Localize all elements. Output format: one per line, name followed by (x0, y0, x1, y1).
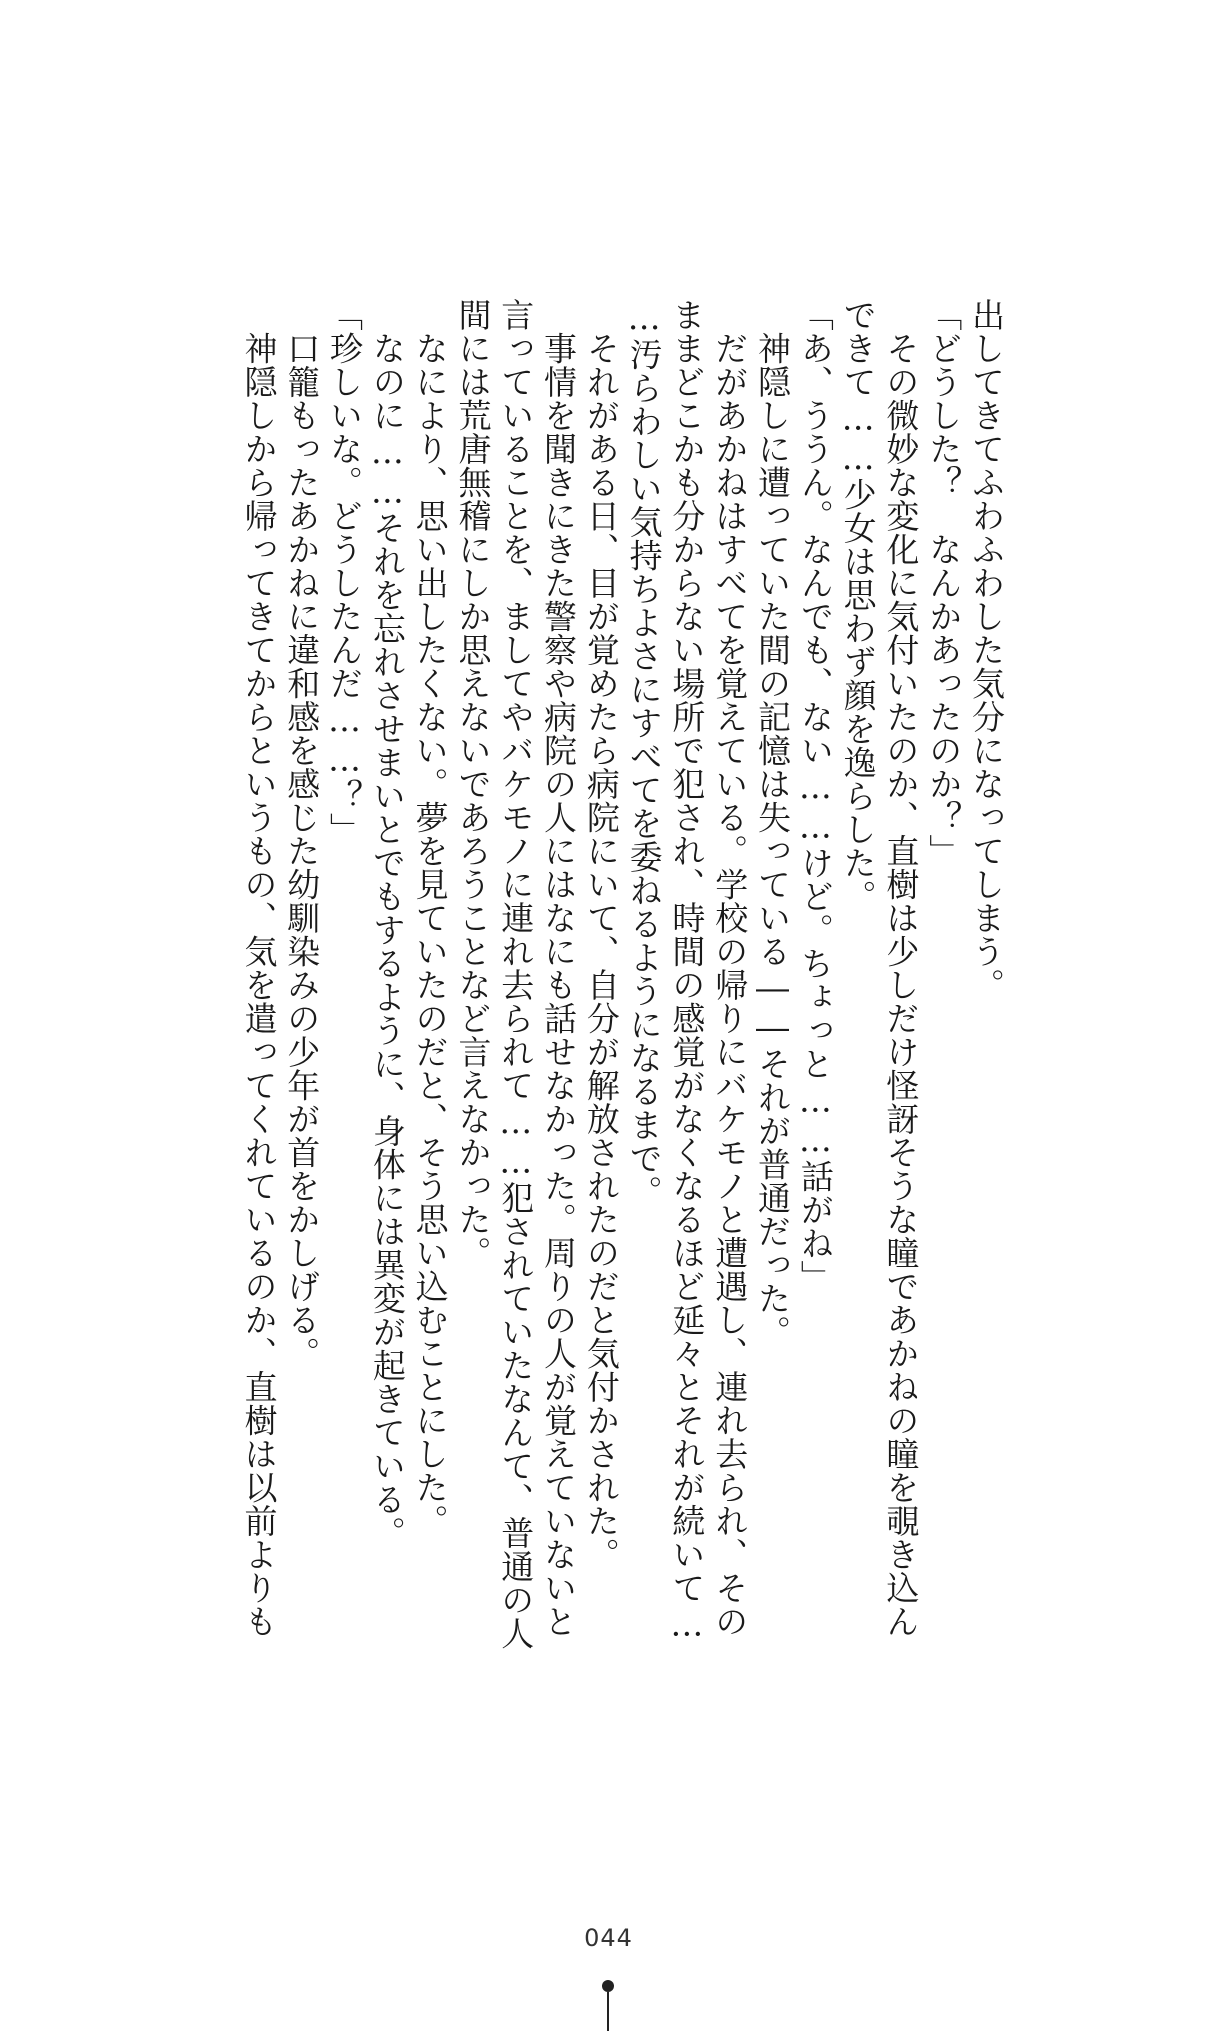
text-line: 神隠しに遭っていた間の記憶は失っている――それが普通だった。 (753, 298, 793, 1349)
marker-stem (607, 1992, 609, 2031)
vertical-text-body (199, 298, 1007, 1658)
text-line: 間には荒唐無稽にしか思えないであろうことなど言えなかった。 (453, 298, 493, 1270)
text-line: なのに……それを忘れさせまいとでもするように、身体には異変が起きている。 (367, 298, 407, 1550)
text-line: 言っていることを、ましてやバケモノに連れ去られて……犯されていたなんて、普通の人 (496, 298, 536, 1650)
text-line: 「あ、ううん。なんでも、ない……けど。ちょっと……話がね」 (795, 298, 835, 1294)
text-line: 神隠しから帰ってきてからというもの、気を遣ってくれているのか、直樹は以前よりも (239, 298, 279, 1638)
text-line: その微妙な変化に気付いたのか、直樹は少しだけ怪訝そうな瞳であかねの瞳を覗き込ん (881, 298, 921, 1638)
marker-dot (602, 1980, 614, 1992)
text-line: それがある日、目が覚めたら病院にいて、自分が解放されたのだと気付かされた。 (581, 298, 621, 1571)
page-number: 044 (584, 1924, 633, 1952)
text-line: 口籠もったあかねに違和感を感じた幼馴染みの少年が首をかしげる。 (282, 298, 322, 1370)
text-line: ままどこかも分からない場所で犯され、時間の感覚がなくなるほど延々とそれが続いて… (667, 298, 707, 1644)
text-line: 出してきてふわふわした気分になってしまう。 (967, 298, 1006, 1002)
text-line: …汚らわしい気持ちよさにすべてを委ねるようになるまで。 (624, 298, 664, 1209)
text-line: だがあかねはすべてを覚えている。学校の帰りにバケモノと遭遇し、連れ去られ、その (710, 298, 750, 1638)
page-marker-icon (602, 1980, 614, 2031)
text-line: できて……少女は思わず顔を逸らした。 (838, 298, 878, 913)
text-line: 「珍しいな。どうしたんだ……？」 (325, 298, 365, 846)
text-line: なにより、思い出したくない。夢を見ていたのだと、そう思い込むことにした。 (410, 298, 450, 1538)
text-line: 事情を聞きにきた警察や病院の人にはなにも話せなかった。周りの人が覚えていないと (539, 298, 579, 1638)
text-line: 「どうした？ なんかあったのか？」 (924, 298, 964, 868)
